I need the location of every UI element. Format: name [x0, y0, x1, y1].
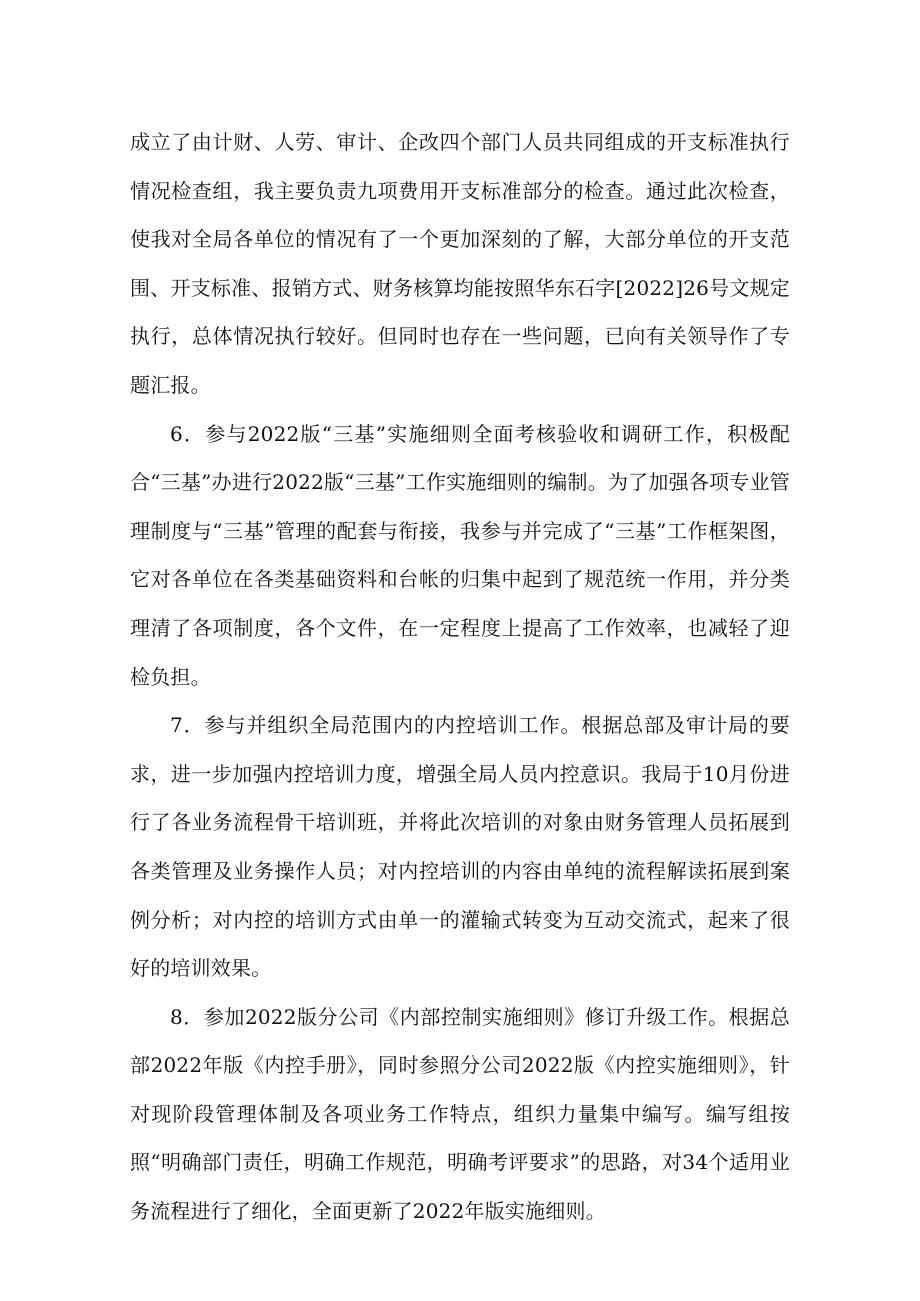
document-body [130, 118, 790, 1236]
paragraph-item-6: 6．参与2022版“三基”实施细则全面考核验收和调研工作，积极配合“三基”办进行2022版“三基”工作实施细则的编制。为了加强各项专业管理制度与“三基”管理的配套与衔接，我参与并完成了“三基”工作框架图，它对各单位在各类基础资料和台帐的归集中起到了规范统一作用，并分类理清了各项制度，各个文件，在一定程度上提高了工作效率，也减轻了迎检负担。 [130, 421, 790, 689]
paragraph-item-7: 7．参与并组织全局范围内的内控培训工作。根据总部及审计局的要求，进一步加强内控培训力度，增强全局人员内控意识。我局于10月份进行了各业务流程骨干培训班，并将此次培训的对象由财务管理人员拓展到各类管理及业务操作人员；对内控培训的内容由单纯的流程解读拓展到案例分析；对内控的培训方式由单一的灌输式转变为互动交流式，起来了很好的培训效果。 [130, 713, 790, 981]
paragraph-continuation: 成立了由计财、人劳、审计、企改四个部门人员共同组成的开支标准执行情况检查组，我主要负责九项费用开支标准部分的检查。通过此次检查，使我对全局各单位的情况有了一个更加深刻的了解，大部分单位的开支范围、开支标准、报销方式、财务核算均能按照华东石字[2022]26号文规定执行，总体情况执行较好。但同时也存在一些问题，已向有关领导作了专题汇报。 [130, 130, 790, 397]
paragraph-item-8: 8．参加2022版分公司《内部控制实施细则》修订升级工作。根据总部2022年版《内控手册》，同时参照分公司2022版《内控实施细则》，针对现阶段管理体制及各项业务工作特点，组织力量集中编写。编写组按照“明确部门责任，明确工作规范，明确考评要求”的思路，对34个适用业务流程进行了细化，全面更新了2022年版实施细则。 [130, 1004, 790, 1224]
